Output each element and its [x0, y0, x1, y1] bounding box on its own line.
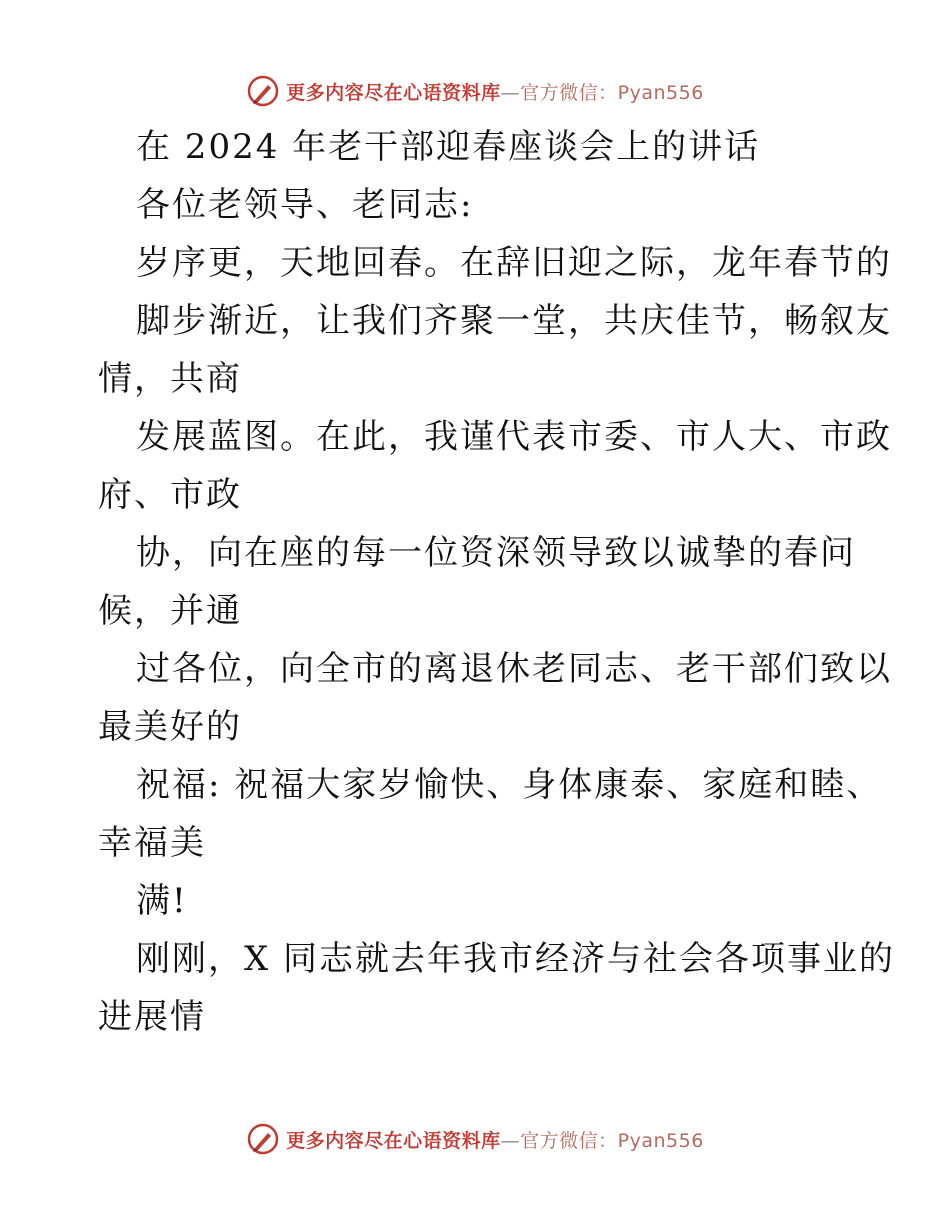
text-line: 发展蓝图。在此，我谨代表市委、市人大、市政: [136, 417, 892, 457]
text-line: 最美好的: [98, 707, 242, 747]
watermark-text: [286, 1126, 704, 1153]
watermark-site-name: 更多内容尽在心语资料库: [286, 1129, 501, 1152]
text-line: 进展情: [98, 997, 206, 1037]
text-line: 幸福美: [98, 823, 206, 863]
pen-logo-icon: [246, 74, 280, 108]
watermark-site-name: 更多内容尽在心语资料库: [286, 81, 501, 104]
text-line: 满!: [136, 881, 188, 921]
watermark-wechat: 官方微信：Pyan556: [520, 81, 704, 104]
watermark-wechat: 官方微信：Pyan556: [520, 1129, 704, 1152]
watermark-dash: —: [500, 1129, 521, 1152]
text-line: 脚步渐近，让我们齐聚一堂，共庆佳节，畅叙友: [136, 301, 892, 341]
text-line: 府、市政: [98, 475, 242, 515]
text-line: 候，并通: [98, 591, 242, 631]
watermark-footer: [0, 1119, 950, 1159]
document-title: 在 2024 年老干部迎春座谈会上的讲话: [136, 127, 761, 167]
salutation: 各位老领导、老同志:: [136, 185, 474, 225]
text-line: 岁序更，天地回春。在辞旧迎之际，龙年春节的: [136, 243, 892, 283]
pen-logo-icon: [246, 1122, 280, 1156]
watermark-header: [0, 71, 950, 111]
text-line: 协，向在座的每一位资深领导致以诚挚的春问: [136, 533, 856, 573]
watermark-text: [286, 78, 704, 105]
text-line: 祝福: 祝福大家岁愉快、身体康泰、家庭和睦、: [136, 765, 883, 805]
watermark-dash: —: [500, 81, 521, 104]
text-line: 过各位，向全市的离退休老同志、老干部们致以: [136, 649, 892, 689]
text-line: 刚刚，X 同志就去年我市经济与社会各项事业的: [136, 939, 896, 979]
text-line: 情，共商: [98, 359, 242, 399]
